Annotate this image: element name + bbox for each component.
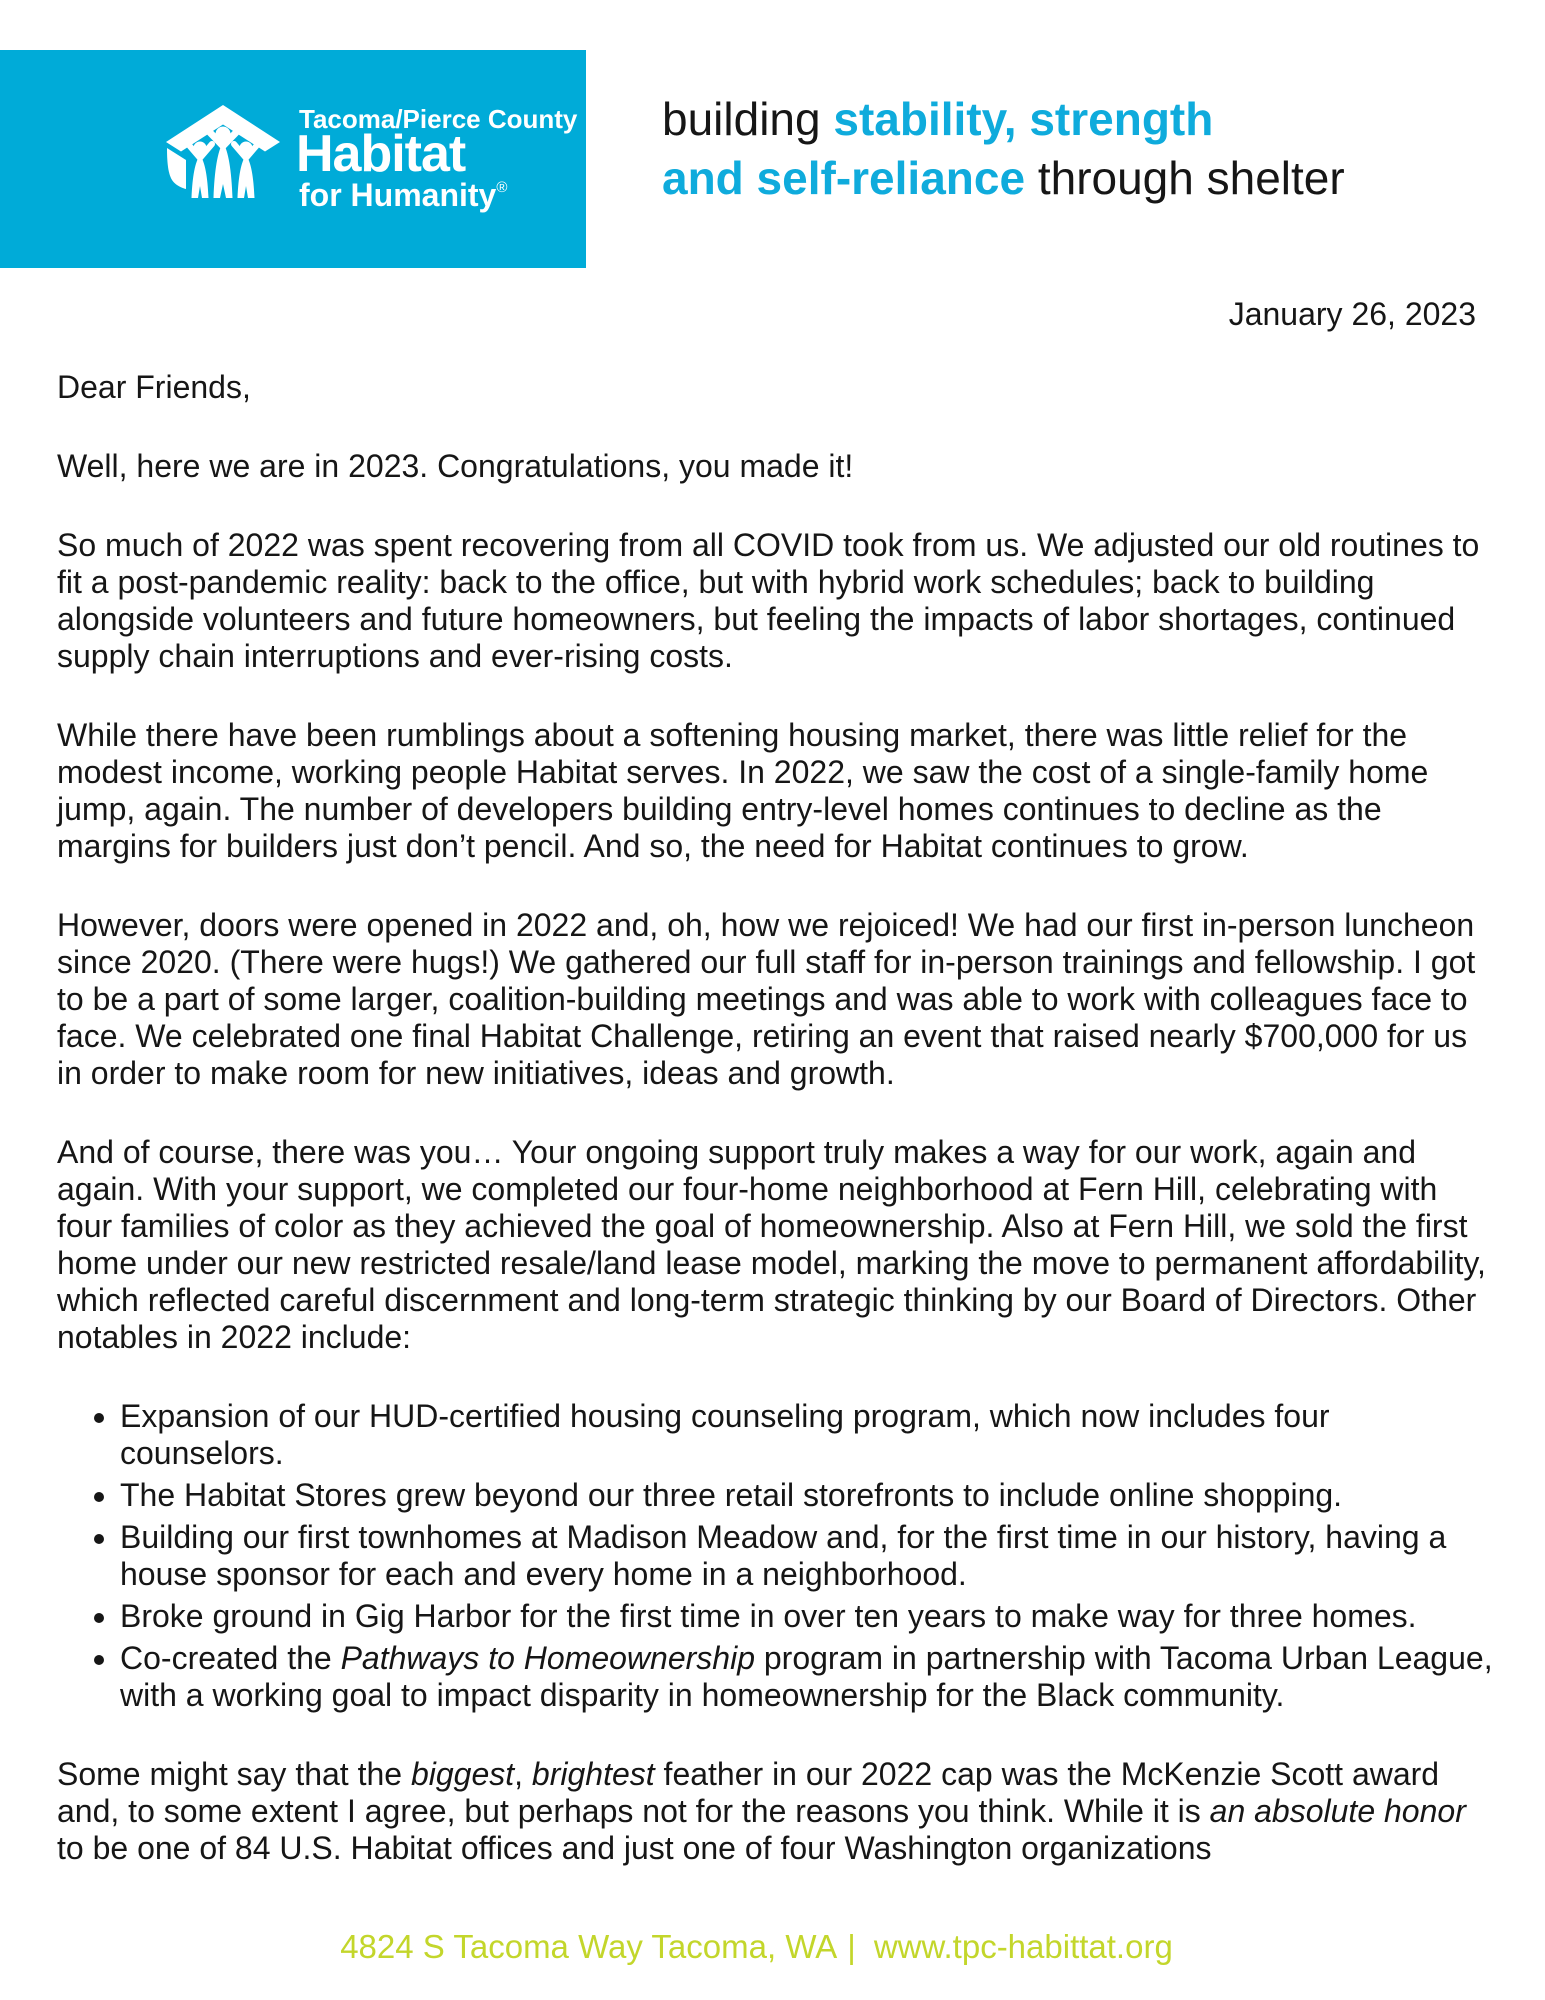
logo-sub-text bbox=[299, 177, 507, 214]
text-segment: And of course, there was you… Your ongoing support truly makes a way for our work, again and again. With your support, we completed our four-home neighborhood at Fern Hill, celebrating with four families of color as they achieved the goal of homeownership. Also at Fern Hill, we sold the first home under our new restricted resale/land lease model, marking the move to permanent affordability, which reflected careful discernment and long-term strategic thinking by our Board of Directors. Other notables in 2022 include: bbox=[57, 1134, 1486, 1355]
text-segment: While there have been rumblings about a softening housing market, there was little relief for the modest income, working people Habitat serves. In 2022, we saw the cost of a single-family home jump, again. The number of developers building entry-level homes continues to decline as the margins for builders just don’t pencil. And so, the need for Habitat continues to grow. bbox=[57, 717, 1429, 864]
footer-separator: | bbox=[847, 1928, 856, 1965]
list-item bbox=[120, 1640, 1493, 1714]
text-segment: However, doors were opened in 2022 and, oh, how we rejoiced! We had our first in-person luncheon since 2020. (There were hugs!) We gathered our full staff for in-person trainings and fellowship. I got to be a part of some larger, coalition-building meetings and was able to work with colleagues face to face. We celebrated one final Habitat Challenge, retiring an event that raised nearly $700,000 for us in order to make room for new initiatives, ideas and growth. bbox=[57, 907, 1476, 1091]
footer-website: www.tpc-habittat.org bbox=[873, 1928, 1173, 1965]
list-item bbox=[120, 1398, 1493, 1472]
tagline-accent-text: and self-reliance bbox=[662, 152, 1026, 204]
text-segment: Pathways to Homeownership bbox=[340, 1640, 755, 1676]
text-segment: program in partnership with Tacoma Urban League, with a working goal to impact disparity in homeownership for the Black community. bbox=[120, 1640, 1493, 1713]
text-segment: brightest bbox=[531, 1756, 655, 1792]
logo-sub-label: for Humanity bbox=[299, 177, 497, 213]
tagline-line-1 bbox=[662, 90, 1345, 149]
logo-region-text: Tacoma/Pierce County bbox=[299, 104, 578, 134]
paragraph bbox=[57, 527, 1493, 675]
paragraphs bbox=[57, 448, 1493, 1356]
paragraph bbox=[57, 907, 1493, 1092]
text-segment: Some might say that the bbox=[57, 1756, 411, 1792]
tagline-line-2 bbox=[662, 149, 1345, 208]
closing-paragraph bbox=[57, 1756, 1493, 1867]
list-item bbox=[120, 1519, 1493, 1593]
text-segment: Co-created the bbox=[120, 1640, 341, 1676]
logo-name-text: Habitat bbox=[296, 125, 466, 183]
paragraph bbox=[57, 717, 1493, 865]
text-segment: Building our first townhomes at Madison Meadow and, for the first time in our history, having a house sponsor for each and every home in a neighborhood. bbox=[120, 1519, 1447, 1592]
text-segment: to be one of 84 U.S. Habitat offices and just one of four Washington organizations bbox=[57, 1830, 1212, 1866]
habitat-house-people-icon bbox=[158, 102, 288, 210]
text-segment: Broke ground in Gig Harbor for the first time in over ten years to make way for three homes. bbox=[120, 1598, 1417, 1634]
letter-date: January 26, 2023 bbox=[1228, 296, 1476, 332]
paragraph bbox=[57, 1134, 1493, 1356]
list-item bbox=[120, 1477, 1493, 1514]
footer bbox=[0, 1928, 1513, 1965]
brand-header-band bbox=[0, 50, 586, 268]
text-segment: biggest bbox=[410, 1756, 515, 1792]
text-segment: Expansion of our HUD-certified housing counseling program, which now includes four counselors. bbox=[120, 1398, 1330, 1471]
text-segment: So much of 2022 was spent recovering from all COVID took from us. We adjusted our old routines to fit a post-pandemic reality: back to the office, but with hybrid work schedules; back to building alongside volunteers and future homeowners, but feeling the impacts of labor shortages, continued supply chain interruptions and ever-rising costs. bbox=[57, 527, 1480, 674]
notables-list bbox=[57, 1398, 1493, 1714]
paragraph bbox=[57, 448, 1493, 485]
text-segment: feather in our 2022 cap was the McKenzie Scott award and, to some extent I agree, but perhaps not for the reasons you think. While it is bbox=[57, 1756, 1440, 1829]
text-segment: , bbox=[514, 1756, 532, 1792]
letter-body bbox=[57, 369, 1493, 1909]
text-segment: building bbox=[662, 93, 834, 145]
text-segment: The Habitat Stores grew beyond our three retail storefronts to include online shopping. bbox=[120, 1477, 1343, 1513]
registered-mark: ® bbox=[496, 179, 508, 196]
text-segment: through shelter bbox=[1025, 152, 1345, 204]
footer-address: 4824 S Tacoma Way Tacoma, WA bbox=[340, 1928, 838, 1965]
salutation: Dear Friends, bbox=[57, 369, 251, 405]
header-tagline bbox=[662, 90, 1345, 208]
tagline-accent-text: stability, strength bbox=[833, 93, 1214, 145]
list-item bbox=[120, 1598, 1493, 1635]
text-segment: Well, here we are in 2023. Congratulations, you made it! bbox=[57, 448, 854, 484]
text-segment: an absolute honor bbox=[1209, 1793, 1466, 1829]
